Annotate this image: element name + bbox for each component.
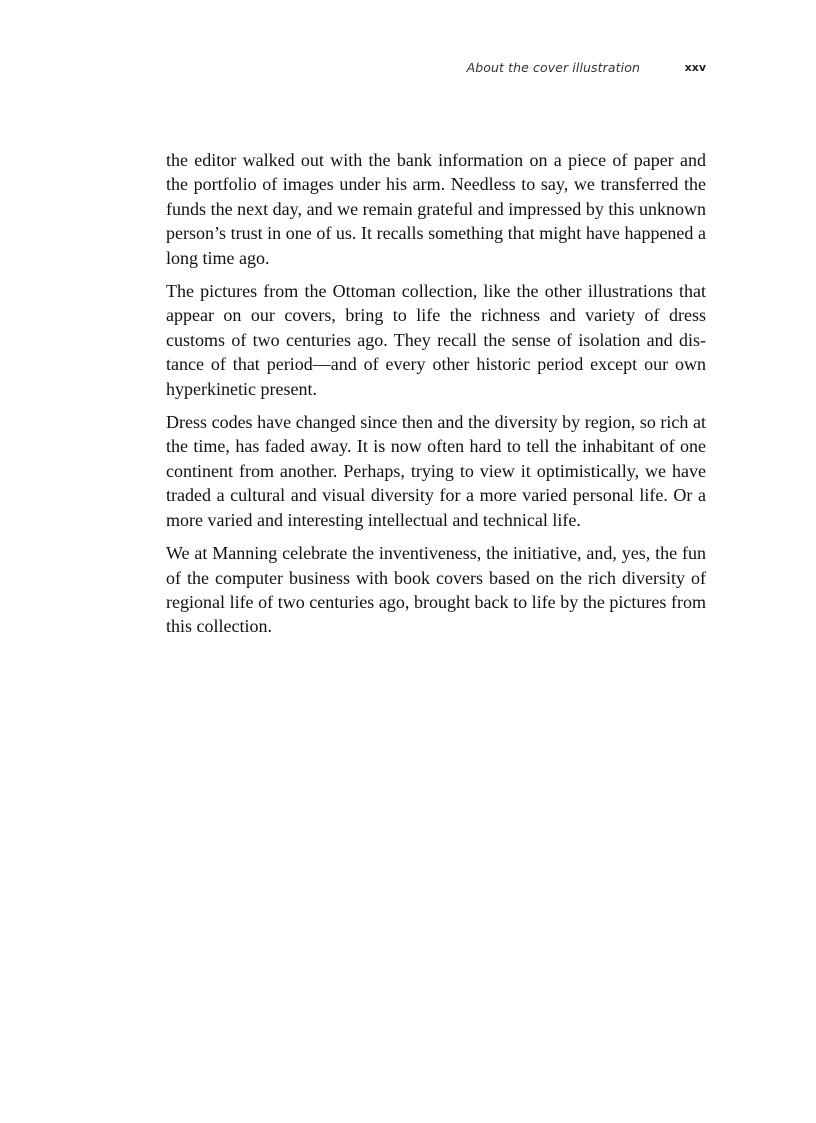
running-title: About the cover illustration bbox=[466, 60, 640, 75]
paragraph: We at Manning celebrate the inventiveness, the initiative, and, yes, the fun of the computer business with book covers based on the rich diversity of regional life of two centuries ago, brought back to life by the pictures from this collection. bbox=[166, 543, 706, 637]
paragraph: the editor walked out with the bank information on a piece of paper and the portfolio of images under his arm. Needless to say, we transferred the funds the next day, and we remain grateful and impressed by this unknown person’s trust in one of us. It recalls something that might have happened a long time ago. bbox=[166, 150, 706, 268]
running-head bbox=[166, 58, 706, 78]
paragraph: The pictures from the Ottoman collection, like the other illustrations that appear on our covers, bring to life the richness and variety of dress customs of two centuries ago. They recall the sense of isolation and distance of that period—and of every other historic period except our own hyperkinetic present. bbox=[166, 281, 706, 399]
paragraph: Dress codes have changed since then and the diversity by region, so rich at the time, has faded away. It is now often hard to tell the inhabitant of one continent from another. Perhaps, trying to view it optimistically, we have traded a cultural and visual diversity for a more varied personal life. Or a more varied and interesting intellectual and technical life. bbox=[166, 412, 706, 530]
body-text bbox=[166, 148, 706, 648]
page-number: xxv bbox=[684, 61, 706, 74]
